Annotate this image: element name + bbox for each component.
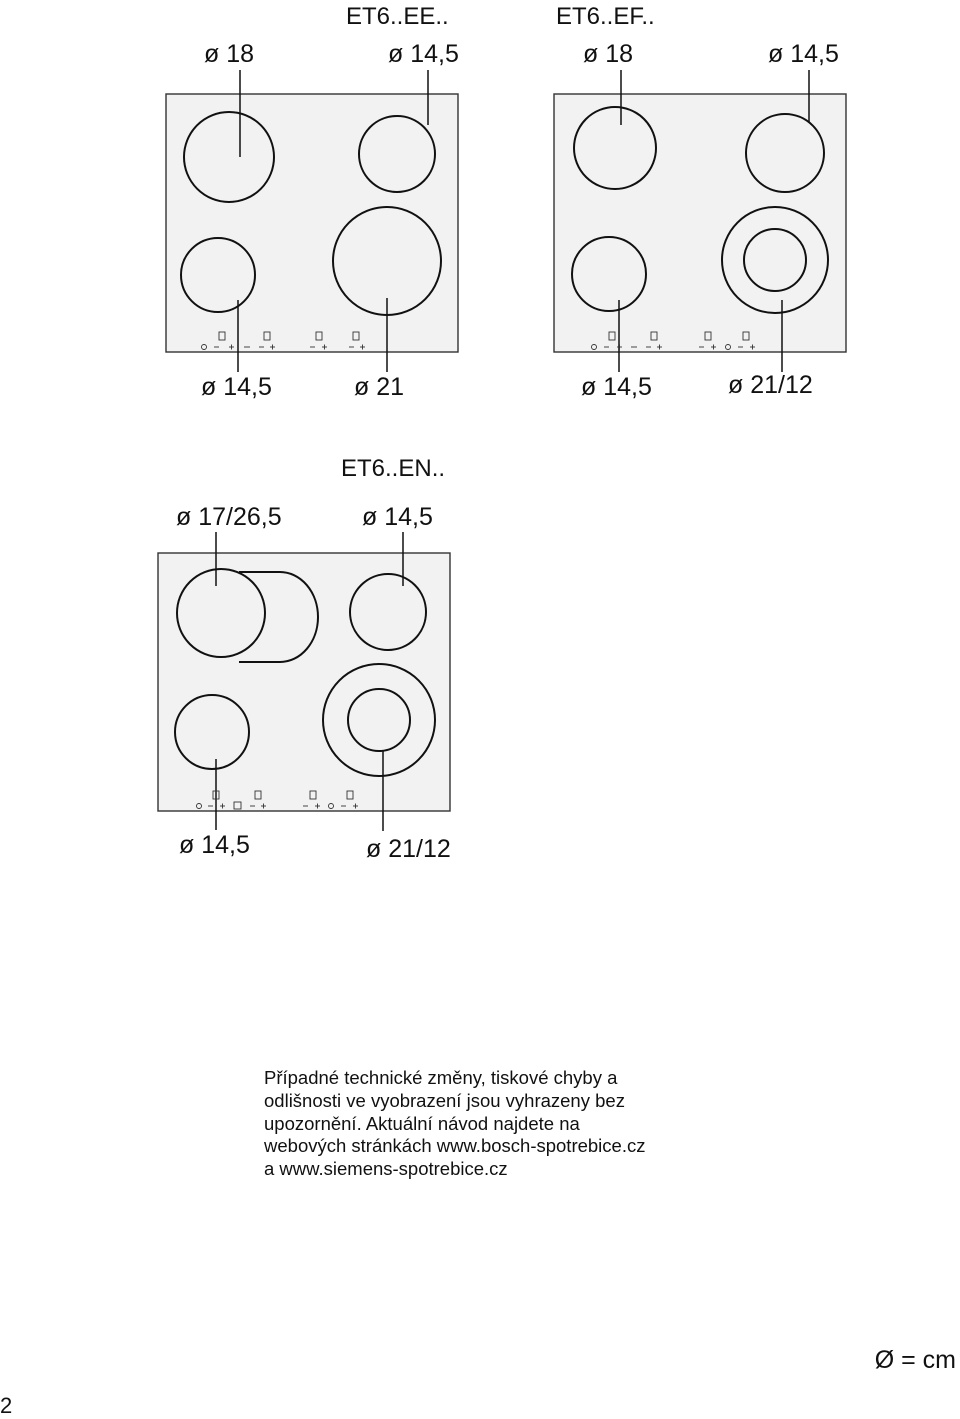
hob-ef-label-top-left: ø 18: [583, 40, 634, 68]
hob-ef-label-bottom-left: ø 14,5: [581, 373, 652, 401]
notice-line: a www.siemens-spotrebice.cz: [264, 1158, 508, 1180]
page-number: 2: [0, 1393, 13, 1418]
hob-ee-label-top-right: ø 14,5: [388, 40, 459, 68]
hob-en-drawing: [158, 532, 450, 831]
hob-en-label-top-right: ø 14,5: [362, 503, 433, 531]
hob-ee-model: ET6..EE..: [346, 3, 449, 30]
notice-line: upozornění. Aktuální návod najdete na: [264, 1112, 580, 1134]
hob-ee-label-top-left: ø 18: [204, 40, 255, 68]
hob-en-label-bottom-right: ø 21/12: [366, 835, 451, 863]
hob-ef-drawing: [554, 70, 846, 372]
notice-line: odlišnosti ve vyobrazení jsou vyhrazeny bez: [264, 1089, 625, 1111]
hob-en-label-bottom-left: ø 14,5: [179, 831, 250, 859]
hob-ef-label-top-right: ø 14,5: [768, 40, 839, 68]
hob-en-label-top-left: ø 17/26,5: [176, 503, 282, 531]
hob-ee-label-bottom-left: ø 14,5: [201, 373, 272, 401]
hob-ef-panel: [554, 94, 846, 352]
notice-text: [264, 1067, 784, 1181]
notice-line: Případné technické změny, tiskové chyby a: [264, 1067, 618, 1088]
hob-en-panel: [158, 553, 450, 811]
notice-line: webových stránkách www.bosch-spotrebice.cz: [264, 1135, 646, 1157]
hob-ee-drawing: [166, 70, 458, 372]
hob-ef-label-bottom-right: ø 21/12: [728, 371, 813, 399]
hob-ee-label-bottom-right: ø 21: [354, 373, 405, 401]
hob-ef-model: ET6..EF..: [556, 3, 655, 30]
hob-en-model: ET6..EN..: [341, 455, 446, 482]
unit-legend: Ø = cm: [874, 1346, 956, 1374]
hob-ee-panel: [166, 94, 458, 352]
